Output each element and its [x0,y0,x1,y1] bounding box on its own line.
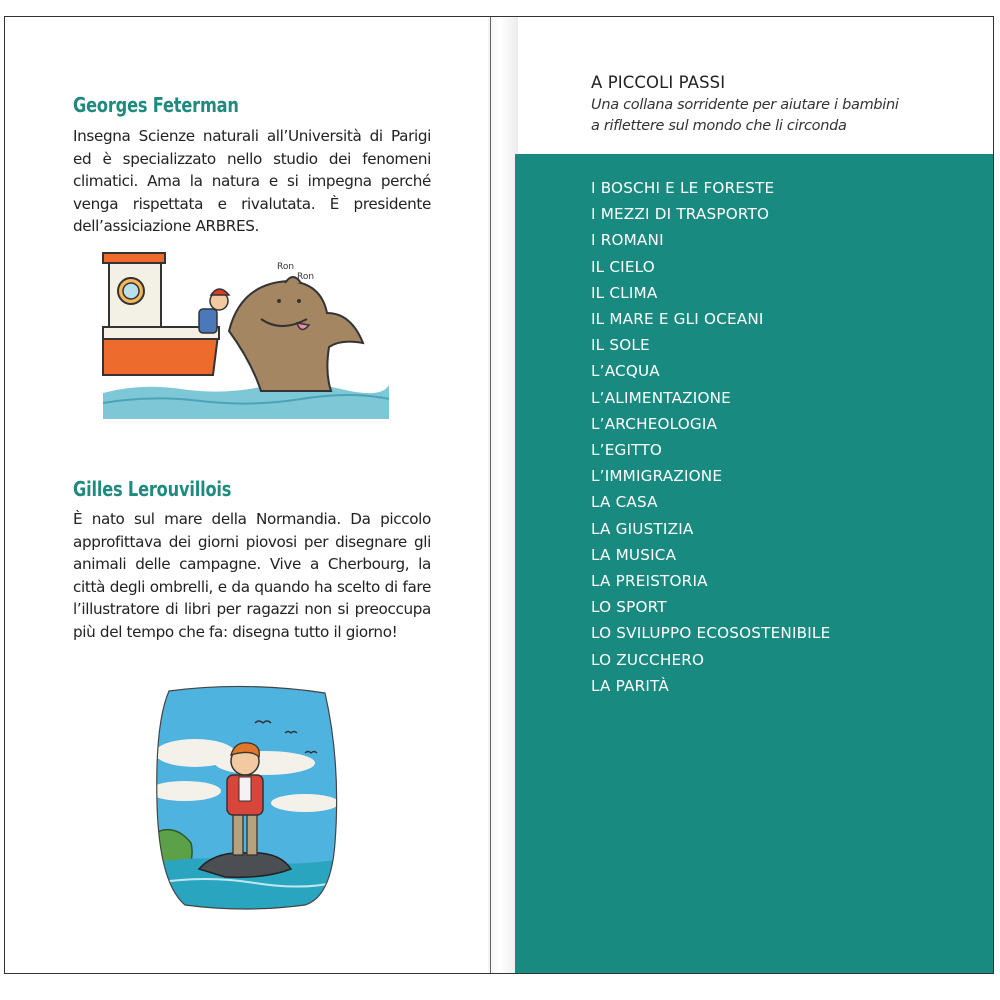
list-item: LA PREISTORIA [591,572,708,591]
list-item: LO ZUCCHERO [591,650,705,669]
right-page [515,17,993,973]
list-item: L’ALIMENTAZIONE [591,388,731,407]
sound-text-2: Ron [297,272,315,282]
list-item: IL CLIMA [591,283,658,302]
list-item: LA CASA [591,493,658,512]
list-item: L’EGITTO [591,441,662,460]
list-item: L’IMMIGRAZIONE [591,467,723,486]
author-bio-feterman: Insegna Scienze naturali all’Università di Parigi ed è specializzato nello studio dei fenomeni climatici. Ama la natura e si impegna perché venga rispettata e rivalutata. È presidente dell’assiciazione ARBRES. [73,127,431,236]
book-gutter [488,17,518,973]
list-item: I ROMANI [591,231,664,250]
gutter-line [490,17,491,973]
list-item: LA MUSICA [591,545,677,564]
sound-text-1: Ron [277,262,295,272]
author-name-feterman: Georges Feterman [73,93,239,117]
list-item: LO SVILUPPO ECOSOSTENIBILE [591,624,831,643]
list-item: L’ACQUA [591,362,660,381]
author-name-lerouvillois: Gilles Lerouvillois [73,477,232,501]
boat-and-shark-illustration [101,243,391,419]
series-header [591,73,971,137]
series-subtitle-line-2: a riflettere sul mondo che li circonda [591,118,847,134]
list-item: I MEZZI DI TRASPORTO [591,205,770,224]
list-item: IL SOLE [591,336,650,355]
list-item: LA GIUSTIZIA [591,519,694,538]
author-bio-lerouvillois: È nato sul mare della Normandia. Da piccolo approfittava dei giorni piovosi per disegnare gli animali delle campagne. Vive a Cherbourg, la città degli ombrelli, e da quando ha scelto di fare l’illustratore di libri per ragazzi non si preoccupa più del tempo che fa: disegna tutto il giorno! [73,510,431,641]
left-page [5,17,490,973]
series-subtitle-line-1: Una collana sorridente per aiutare i bambini [591,97,899,113]
series-title: A PICCOLI PASSI [591,73,726,92]
list-item: IL MARE E GLI OCEANI [591,310,764,329]
list-item: LA PARITÀ [591,676,669,695]
boy-on-rock-illustration [155,683,341,911]
list-item: L’ARCHEOLOGIA [591,414,718,433]
list-item: IL CIELO [591,257,655,276]
series-book-list [591,175,830,699]
list-item: I BOSCHI E LE FORESTE [591,179,775,197]
list-item: LO SPORT [591,598,667,617]
book-spread [4,16,994,974]
